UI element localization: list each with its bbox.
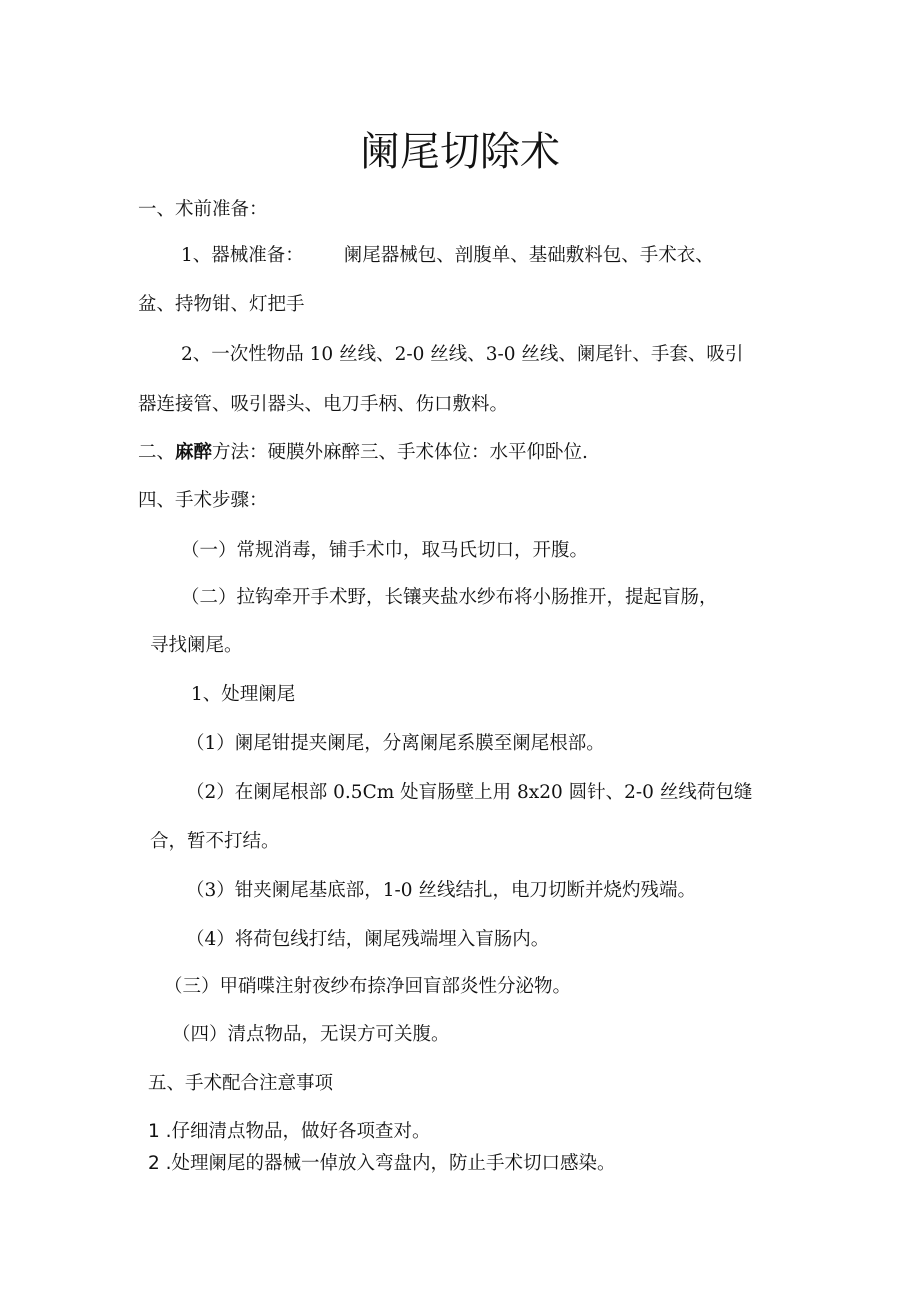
step-3: （三）甲硝喋注射夜纱布捺净回盲部炎性分泌物。 [164,976,572,997]
sub-heading: 1、处理阑尾 [191,684,296,705]
equipment-text: 阑尾器械包、剖腹单、基础敷料包、手术衣、 [343,245,714,266]
note-2: 2 .处理阑尾的器械一倬放入弯盘内，防止手术切口感染。 [148,1153,616,1174]
disposables-line-1: 2、一次性物品 10 丝线、2-0 丝线、3-0 丝线、阑尾针、手套、吸引 [181,344,744,365]
section-1-heading: 一、术前准备： [138,199,268,220]
step-1: （一）常规消毒，铺手术巾，取马氏切口，开腹。 [181,540,589,561]
section-5-heading: 五、手术配合注意事项 [148,1073,334,1094]
sub-step-1: （1）阑尾钳提夹阑尾，分离阑尾系膜至阑尾根部。 [186,733,605,754]
equipment-line [181,243,714,269]
sub-step-3: （3）钳夹阑尾基底部，1-0 丝线结扎，电刀切断并烧灼残端。 [186,880,696,901]
step-4: （四）清点物品，无误方可关腹。 [172,1024,450,1045]
equipment-continuation: 盆、持物钳、灯把手 [138,294,305,315]
equipment-label: 1、器械准备： [181,245,304,266]
anesthesia-line [138,440,588,466]
note-1: 1 .仔细清点物品，做好各项查对。 [148,1121,431,1142]
section-4-heading: 四、手术步骤： [138,490,268,511]
anesthesia-prefix: 二、 [138,442,176,463]
sub-step-4: （4）将荷包线打结，阑尾残端埋入盲肠内。 [186,929,550,950]
step-2-line-1: （二）拉钩牵开手术野，长镶夹盐水纱布将小肠推开，提起盲肠， [181,587,718,608]
document-title: 阑尾切除术 [360,129,560,175]
sub-step-2-line-2: 合，暂不打结。 [150,831,280,852]
anesthesia-bold: 麻醉 [175,442,213,463]
disposables-line-2: 器连接管、吸引器头、电刀手柄、伤口敷料。 [138,394,509,415]
step-2-line-2: 寻找阑尾。 [150,635,243,656]
sub-step-2-line-1: （2）在阑尾根部 0.5Cm 处盲肠壁上用 8x20 圆针、2-0 丝线荷包缝 [186,782,753,803]
anesthesia-rest: 方法：硬膜外麻醉三、手术体位：水平仰卧位. [212,442,588,463]
